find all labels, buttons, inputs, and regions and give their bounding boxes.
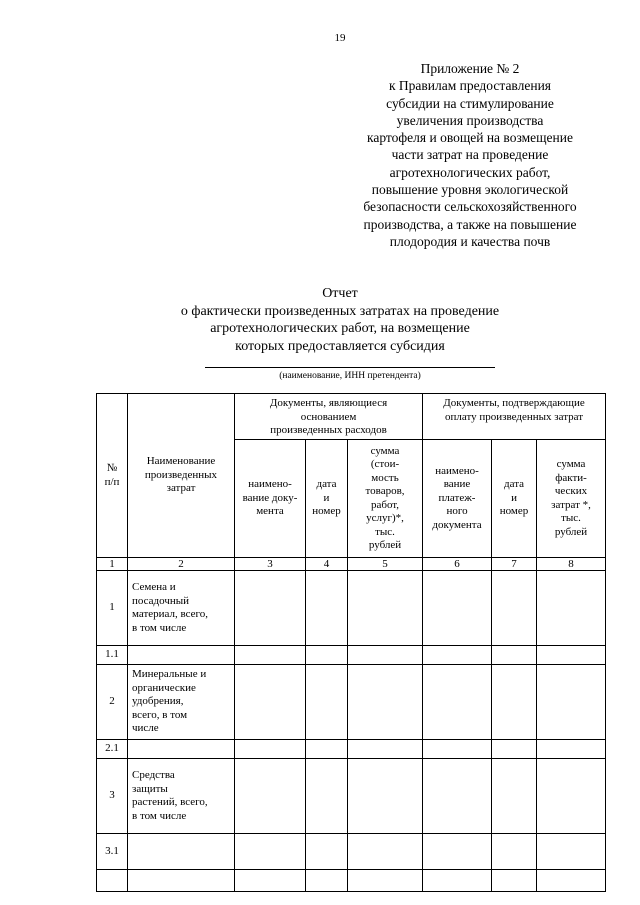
table-row xyxy=(97,646,606,665)
table-cell xyxy=(492,870,537,892)
header-payment-document-name: наимено- вание платеж- ного документа xyxy=(423,440,492,558)
table-cell xyxy=(537,870,606,892)
table-cell xyxy=(306,571,348,646)
table-cell xyxy=(235,870,306,892)
table-row xyxy=(97,665,606,740)
appendix-line: повышение уровня экологической xyxy=(371,182,569,198)
report-heading: Отчет xyxy=(322,286,358,301)
column-number: 1 xyxy=(97,558,128,571)
table-cell xyxy=(348,870,423,892)
appendix-line: увеличения производства xyxy=(396,112,544,128)
table-cell xyxy=(537,834,606,870)
row-expense-name xyxy=(128,870,235,892)
header-document-name: наимено- вание доку- мента xyxy=(235,440,306,558)
table-cell xyxy=(423,665,492,740)
table-cell xyxy=(537,646,606,665)
page-number: 19 xyxy=(334,32,346,44)
appendix-line: агротехнологических работ, xyxy=(389,164,551,180)
table-cell xyxy=(423,834,492,870)
table-cell xyxy=(306,834,348,870)
header-payment-date-number: дата и номер xyxy=(492,440,537,558)
table-row xyxy=(97,759,606,834)
table-cell xyxy=(235,740,306,759)
row-expense-name: Средства защиты растений, всего, в том числе xyxy=(128,759,235,834)
table-row xyxy=(97,870,606,892)
row-number xyxy=(97,870,128,892)
appendix-line: части затрат на проведение xyxy=(391,147,549,163)
table-row xyxy=(97,740,606,759)
table-cell xyxy=(492,571,537,646)
row-number: 3.1 xyxy=(97,834,128,870)
table-cell xyxy=(306,740,348,759)
table-cell xyxy=(537,665,606,740)
table-cell xyxy=(235,646,306,665)
table-cell xyxy=(423,759,492,834)
table-cell xyxy=(235,571,306,646)
appendix-line: к Правилам предоставления xyxy=(388,78,552,94)
row-number: 2.1 xyxy=(97,740,128,759)
applicant-caption: (наименование, ИНН претендента) xyxy=(279,371,421,381)
header-actual-amount: сумма факти- ческих затрат *, тыс. рублей xyxy=(537,440,606,558)
applicant-underline xyxy=(205,367,495,368)
header-basis-documents: Документы, являющиеся основанием произведенных расходов xyxy=(235,394,423,440)
appendix-line: Приложение № 2 xyxy=(420,61,520,76)
column-number: 2 xyxy=(128,558,235,571)
table-cell xyxy=(423,740,492,759)
table-cell xyxy=(492,740,537,759)
column-number: 8 xyxy=(537,558,606,571)
report-body xyxy=(97,571,606,892)
report-subtitle-line: которых предоставляется субсидия xyxy=(235,338,445,354)
appendix-line: безопасности сельскохозяйственного xyxy=(363,199,577,215)
table-cell xyxy=(492,646,537,665)
row-number: 1 xyxy=(97,571,128,646)
column-number: 5 xyxy=(348,558,423,571)
table-cell xyxy=(306,646,348,665)
row-number: 2 xyxy=(97,665,128,740)
header-expense-name: Наименование произведенных затрат xyxy=(128,394,235,558)
row-number: 1.1 xyxy=(97,646,128,665)
table-cell xyxy=(423,646,492,665)
table-row xyxy=(97,571,606,646)
appendix-line: плодородия и качества почв xyxy=(389,233,551,249)
column-number: 7 xyxy=(492,558,537,571)
table-cell xyxy=(537,571,606,646)
appendix-line: картофеля и овощей на возмещение xyxy=(367,130,573,146)
table-cell xyxy=(537,759,606,834)
table-cell xyxy=(235,834,306,870)
table-cell xyxy=(306,870,348,892)
table-cell xyxy=(492,834,537,870)
row-expense-name: Минеральные и органические удобрения, всего, в том числе xyxy=(128,665,235,740)
report-subtitle-line: агротехнологических работ, на возмещение xyxy=(210,321,470,336)
appendix-line: производства, а также на повышение xyxy=(363,216,577,232)
table-cell xyxy=(348,834,423,870)
header-number: № п/п xyxy=(97,394,128,558)
column-number: 3 xyxy=(235,558,306,571)
table-cell xyxy=(423,870,492,892)
table-cell xyxy=(537,740,606,759)
column-number: 4 xyxy=(306,558,348,571)
table-cell xyxy=(492,665,537,740)
header-payment-documents: Документы, подтверждающие оплату произведенных затрат xyxy=(423,394,606,440)
row-number: 3 xyxy=(97,759,128,834)
report-title xyxy=(0,285,640,355)
table-cell xyxy=(492,759,537,834)
column-number: 6 xyxy=(423,558,492,571)
table-cell xyxy=(348,740,423,759)
table-cell xyxy=(306,665,348,740)
table-row xyxy=(97,834,606,870)
appendix-line: субсидии на стимулирование xyxy=(386,95,554,111)
table-cell xyxy=(235,665,306,740)
appendix-header xyxy=(320,60,620,250)
row-expense-name xyxy=(128,740,235,759)
table-cell xyxy=(235,759,306,834)
report-table xyxy=(96,393,606,892)
header-cost-amount: сумма (стои- мость товаров, работ, услуг)*, тыс. рублей xyxy=(348,440,423,558)
row-expense-name xyxy=(128,646,235,665)
header-date-number: дата и номер xyxy=(306,440,348,558)
table-cell xyxy=(348,571,423,646)
table-cell xyxy=(423,571,492,646)
report-subtitle-line: о фактически произведенных затратах на проведение xyxy=(180,303,500,319)
row-expense-name xyxy=(128,834,235,870)
table-cell xyxy=(348,646,423,665)
row-expense-name: Семена и посадочный материал, всего, в том числе xyxy=(128,571,235,646)
table-cell xyxy=(348,665,423,740)
table-cell xyxy=(348,759,423,834)
table-cell xyxy=(306,759,348,834)
